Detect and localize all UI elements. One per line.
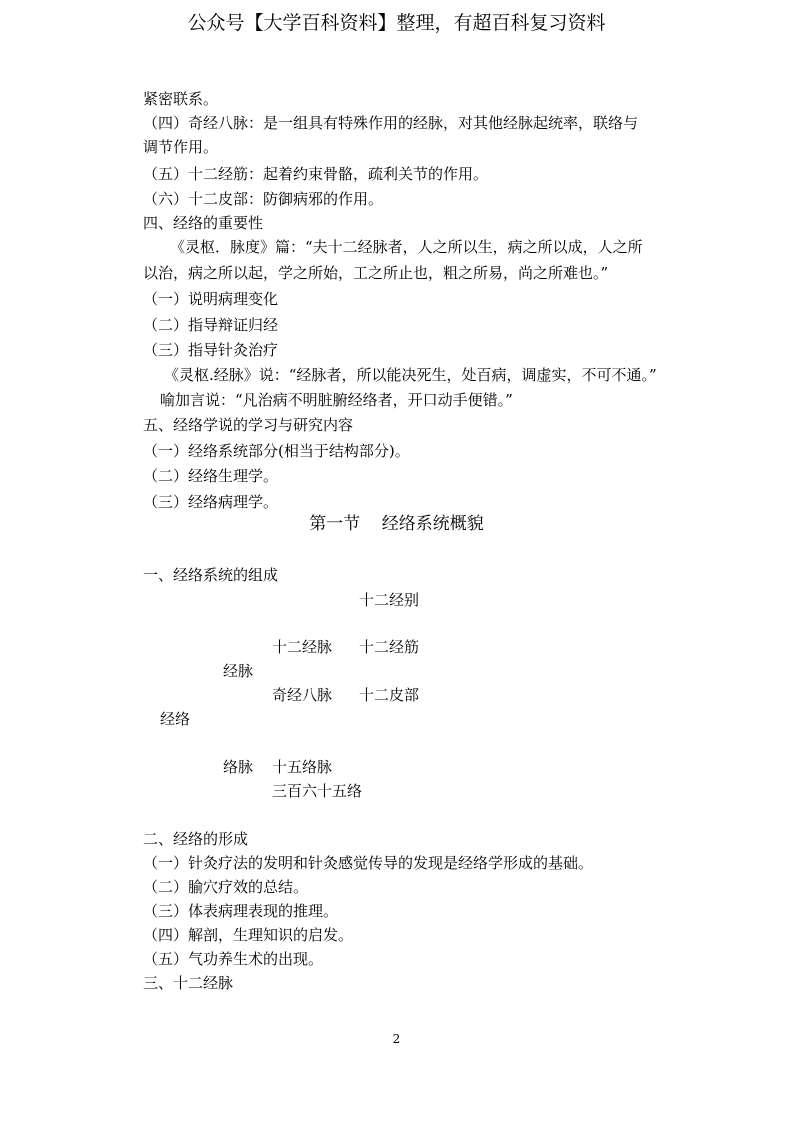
body-line: 紧密联系。 (143, 90, 219, 108)
diagram-label-luomai-15: 十五络脉 (272, 758, 333, 776)
body-line: （二）经络生理学。 (143, 467, 279, 485)
list-item: （四）解剖，生理知识的启发。 (143, 926, 354, 944)
body-line: （三）指导针灸治疗 (143, 341, 279, 359)
list-item: （二）腧穴疗效的总结。 (143, 878, 309, 896)
section-heading: 三、十二经脉 (143, 974, 234, 992)
diagram-label-pibu: 十二皮部 (359, 686, 420, 704)
body-line: （三）经络病理学。 (143, 493, 279, 511)
body-line: （一）说明病理变化 (143, 290, 279, 308)
body-line: （四）奇经八脉：是一组具有特殊作用的经脉，对其他经脉起统率，联络与 (143, 114, 639, 132)
diagram-label-jingmai-12: 十二经脉 (272, 638, 333, 656)
quote-line: 以治，病之所以起，学之所始，工之所止也，粗之所易，尚之所难也。” (143, 264, 609, 282)
quote-line: 《灵枢.经脉》说：“经脉者，所以能决死生，处百病，调虚实，不可不通。” (164, 366, 657, 384)
body-line: （六）十二皮部：防御病邪的作用。 (143, 190, 384, 208)
page-header: 公众号【大学百科资料】整理，有超百科复习资料 (187, 12, 606, 34)
list-item: （三）体表病理表现的推理。 (143, 902, 339, 920)
diagram-label-jingluo: 经络 (160, 710, 191, 728)
diagram-label-luo-365: 三百六十五络 (272, 782, 363, 800)
body-line: 调节作用。 (143, 138, 219, 156)
body-line: （一）经络系统部分(相当于结构部分)。 (143, 442, 410, 460)
section-heading: 二、经络的形成 (143, 830, 249, 848)
body-line: （二）指导辩证归经 (143, 316, 279, 334)
section-heading: 一、经络系统的组成 (143, 566, 279, 584)
section-heading: 四、经络的重要性 (143, 214, 264, 232)
diagram-label-jingjin: 十二经筋 (359, 638, 420, 656)
quote-line: 《灵枢．脉度》篇：“夫十二经脉者，人之所以生，病之所以成，人之所 (170, 238, 643, 256)
diagram-label-jingbie: 十二经别 (359, 591, 420, 609)
section-heading: 五、经络学说的学习与研究内容 (143, 416, 354, 434)
quote-line: 喻加言说：“凡治病不明脏腑经络者，开口动手便错。” (160, 391, 513, 409)
diagram-label-luomai: 络脉 (223, 758, 254, 776)
diagram-label-jingmai: 经脉 (223, 662, 254, 680)
list-item: （五）气功养生术的出现。 (143, 950, 324, 968)
diagram-label-qijing: 奇经八脉 (272, 686, 333, 704)
body-line: （五）十二经筋：起着约束骨骼，疏利关节的作用。 (143, 165, 489, 183)
section-title: 第一节 经络系统概貌 (309, 514, 484, 534)
page-number: 2 (392, 1032, 401, 1046)
list-item: （一）针灸疗法的发明和针灸感觉传导的发现是经络学形成的基础。 (143, 854, 594, 872)
